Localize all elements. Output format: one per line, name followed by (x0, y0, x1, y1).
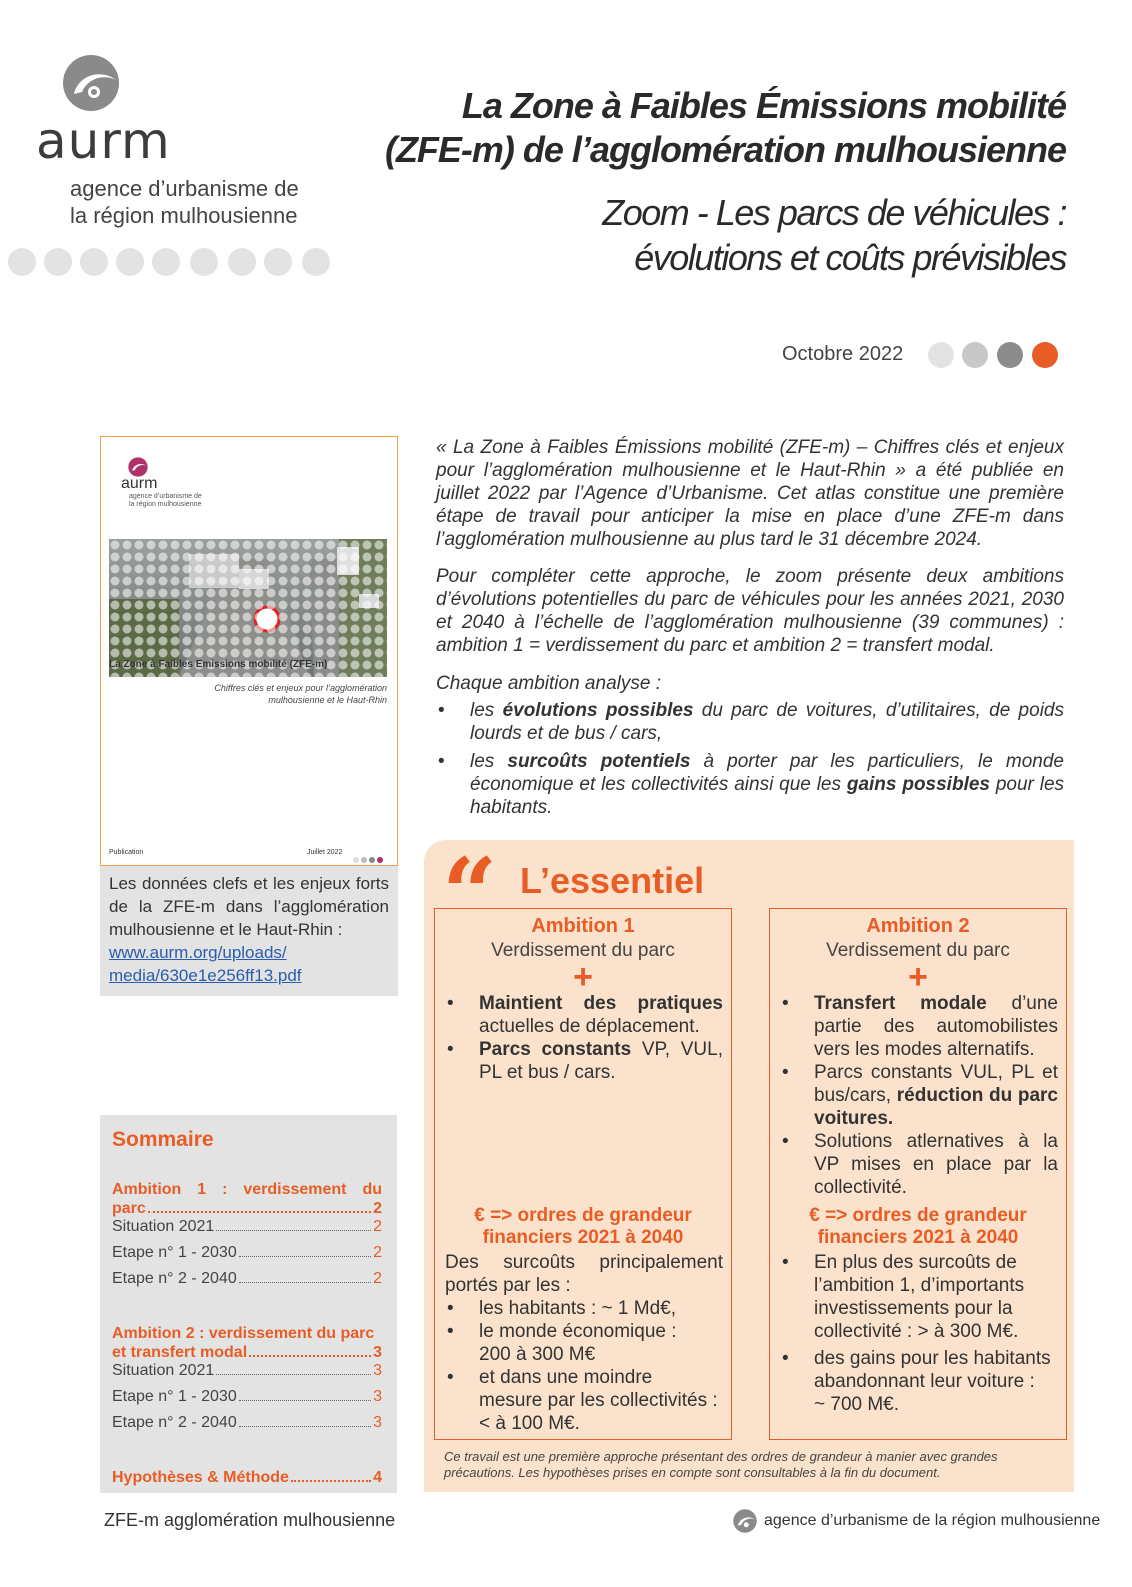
cover-title: La Zone à Faibles Emissions mobilité (ZFE-m) (109, 659, 328, 670)
toc-section-3-heading[interactable]: Hypothèses & Méthode 4 (112, 1469, 382, 1486)
ambition-1-finance-title-line2: financiers 2021 à 2040 (482, 1227, 684, 1248)
cover-subtitle-line1: Chiffres clés et enjeux pour l’agglomération (214, 683, 387, 693)
toc-item[interactable]: Situation 2021 3 (112, 1362, 382, 1379)
publication-cover-thumbnail[interactable] (100, 436, 398, 866)
cover-swirl-icon (127, 457, 149, 477)
toc-item[interactable]: Etape n° 1 - 2030 3 (112, 1388, 382, 1405)
caption-link-line2[interactable]: media/630e1e256ff13.pdf (109, 966, 302, 985)
ambition-2-finance-list (780, 1251, 1058, 1416)
footer-aurm-swirl-icon (732, 1508, 758, 1534)
ambition-2-item: • Transfert modale d’une partie des automobilistes vers les modes alternatifs. (780, 992, 1058, 1061)
toc-section-2-heading-end[interactable]: et transfert modal 3 (112, 1344, 382, 1361)
cover-footer-right: Juillet 2022 (307, 849, 343, 856)
toc-section-1-heading-end[interactable]: parc 2 (112, 1200, 382, 1217)
quote-mark-icon: “ (442, 837, 498, 950)
cover-traffic-photo (109, 539, 387, 677)
ambition-2-finance-title-line2: financiers 2021 à 2040 (817, 1227, 1019, 1248)
ambition-2-item: • Solutions atlernatives à la VP mises en place par la collectivité. (780, 1130, 1058, 1199)
ambition-2-finance-item: • En plus des surcoûts de l’ambition 1, d’importants investissements pour la collectivité : > à 300 M€. (780, 1251, 1058, 1343)
ambition-1-box (434, 908, 732, 1440)
intro-paragraph-3: Chaque ambition analyse : (436, 673, 661, 694)
toc-title: Sommaire (112, 1128, 214, 1151)
logo-subtitle-line2: la région mulhousienne (70, 203, 298, 228)
ambition-1-finance-item: • et dans une moindre mesure par les collectivités : < à 100 M€. (445, 1366, 723, 1435)
essentiel-note-line1: Ce travail est une première approche présentant des ordres de grandeur à manier avec grandes (444, 1449, 998, 1464)
logo-wordmark: aurm (36, 112, 171, 170)
essentiel-title: L’essentiel (520, 860, 705, 901)
ambition-1-finance-text: Des surcoûts principalement portés par les : (445, 1252, 723, 1296)
toc-item[interactable]: Etape n° 2 - 2040 2 (112, 1270, 382, 1287)
cover-caption (100, 866, 398, 996)
ambition-1-finance-item: • le monde économique : 200 à 300 M€ (445, 1320, 723, 1366)
footer-right-text: agence d’urbanisme de la région mulhousienne (764, 1512, 1101, 1529)
table-of-contents (100, 1115, 397, 1493)
aurm-logo (36, 54, 326, 234)
ambition-1-finance-item: • les habitants : ~ 1 Md€, (445, 1297, 723, 1320)
plus-icon: + (573, 958, 593, 996)
ambition-2-subtitle: Verdissement du parc (826, 940, 1010, 961)
ambition-1-title: Ambition 1 (531, 915, 635, 937)
intro-text (436, 436, 1064, 824)
intro-bullet-1: • les évolutions possibles du parc de voitures, d’utilitaires, de poids lourds et de bus / cars, (436, 699, 1064, 745)
intro-paragraph-1: « La Zone à Faibles Émissions mobilité (ZFE-m) – Chiffres clés et enjeux pour l’agglomération mulhousienne et le Haut-Rhin » a été publiée en juillet 2022 par l’Agence d’Urbanisme. Cet atlas constitue une première étape de travail pour anticiper la mise en place d’une ZFE-m dans l’agglomération mulhousienne au plus tard le 31 décembre 2024. (436, 437, 1064, 550)
page-title-line2: (ZFE-m) de l’agglomération mulhousienne (384, 129, 1066, 170)
caption-text: Les données clefs et les enjeux forts de la ZFE-m dans l’agglomération mulhousienne et le Haut-Rhin : (109, 874, 389, 939)
ambition-1-finance-title-line1: € => ordres de grandeur (474, 1205, 692, 1226)
ambition-1-finance-list (445, 1297, 723, 1435)
cover-logo-sub2: la région mulhousienne (129, 501, 202, 508)
cover-logo-word: aurm (121, 475, 158, 492)
page-title-line1: La Zone à Faibles Émissions mobilité (461, 85, 1066, 126)
ambition-2-item: • Parcs constants VUL, PL et bus/cars, réduction du parc voitures. (780, 1061, 1058, 1130)
intro-bullet-list (436, 699, 1064, 819)
ambition-1-subtitle: Verdissement du parc (491, 940, 675, 961)
toc-item[interactable]: Etape n° 1 - 2030 2 (112, 1244, 382, 1261)
aurm-swirl-icon (60, 54, 122, 112)
cover-logo-sub1: agence d’urbanisme de (129, 493, 202, 500)
ambition-2-finance-item: • des gains pour les habitants abandonnant leur voiture : ~ 700 M€. (780, 1347, 1058, 1416)
intro-bullet-2: • les surcoûts potentiels à porter par les particuliers, le monde économique et les collectivités ainsi que les gains possibles pour les habitants. (436, 750, 1064, 819)
ambition-1-item: • Parcs constants VP, VUL, PL et bus / cars. (445, 1038, 723, 1084)
ambition-1-item: • Maintient des pratiques actuelles de déplacement. (445, 992, 723, 1038)
logo-subtitle-line1: agence d’urbanisme de (70, 176, 299, 201)
page-subtitle-line1: Zoom - Les parcs de véhicules : (602, 192, 1066, 233)
ambition-2-title: Ambition 2 (866, 915, 970, 937)
page-subtitle-line2: évolutions et coûts prévisibles (634, 237, 1066, 278)
plus-icon: + (908, 958, 928, 996)
ambition-1-list (445, 992, 723, 1084)
ambition-2-finance-title-line1: € => ordres de grandeur (809, 1205, 1027, 1226)
cover-footer-left: Publication (109, 849, 144, 856)
toc-item[interactable]: Situation 2021 2 (112, 1218, 382, 1235)
essentiel-box (424, 837, 1074, 1492)
cover-subtitle-line2: mulhousienne et le Haut-Rhin (268, 695, 387, 705)
essentiel-note-line2: précautions. Les hypothèses prises en compte sont consultables à la fin du document. (444, 1465, 941, 1480)
publication-date: Octobre 2022 (782, 343, 904, 365)
ambition-2-list (780, 992, 1058, 1199)
caption-link-line1[interactable]: www.aurm.org/uploads/ (109, 943, 287, 962)
intro-paragraph-2: Pour compléter cette approche, le zoom présente deux ambitions d’évolutions potentielles du parc de véhicules pour les années 2021, 2030 et 2040 à l’échelle de l’agglomération mulhousienne (39 communes) : ambition 1 = verdissement du parc et ambition 2 = transfert modal. (436, 566, 1064, 656)
footer-left-text: ZFE-m agglomération mulhousienne (104, 1510, 396, 1530)
toc-item[interactable]: Etape n° 2 - 2040 3 (112, 1414, 382, 1431)
toc-section-1-heading[interactable]: Ambition 1 : verdissement du (112, 1181, 382, 1198)
toc-section-2-heading[interactable]: Ambition 2 : verdissement du parc (112, 1325, 375, 1342)
ambition-2-box (769, 908, 1067, 1440)
